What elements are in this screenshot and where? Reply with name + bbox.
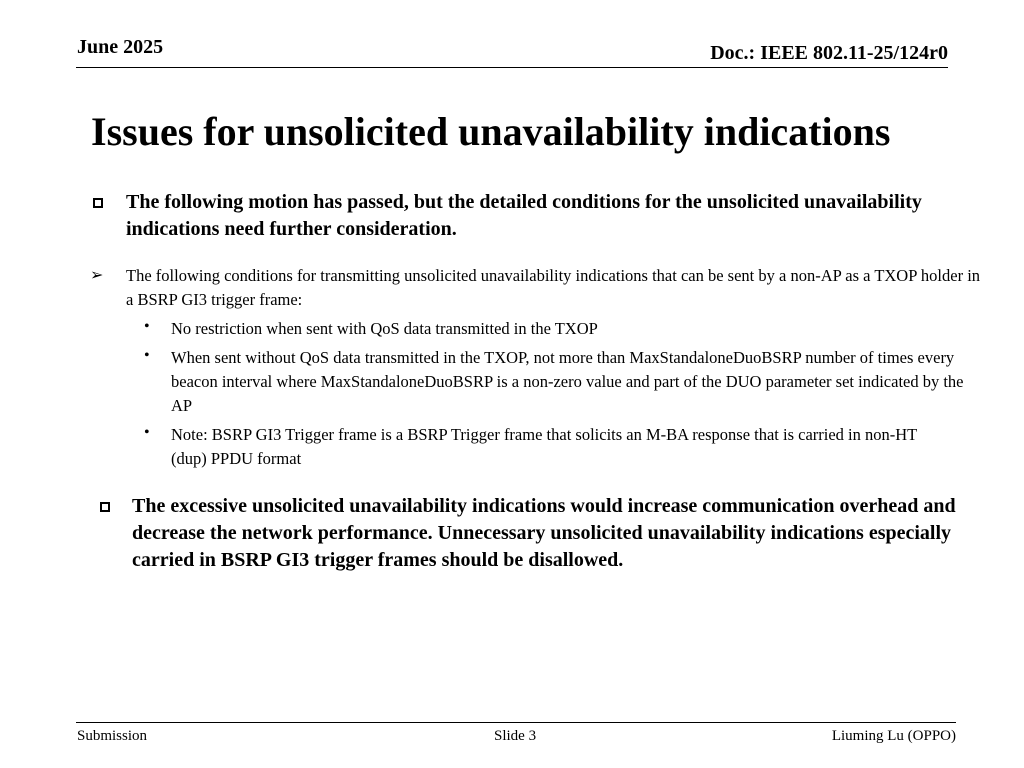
footer-slide-number: Slide 3 [494,728,537,744]
sub-bullet-3: Note: BSRP GI3 Trigger frame is a BSRP Trigger frame that solicits an M-BA response that is carried in non-HT (dup) PPDU format [171,425,917,468]
dot-bullet-icon: • [144,424,150,441]
header-doc-id: Doc.: IEEE 802.11-25/124r0 [710,42,948,64]
sub-bullet-2: When sent without QoS data transmitted in the TXOP, not more than MaxStandaloneDuoBSRP number of times every beacon interval where MaxStandaloneDuoBSRP is a non-zero value and part of the DUO parameter set indicated by the AP [171,348,964,415]
square-bullet-icon [100,502,110,512]
bullet-point-1: The following motion has passed, but the detailed conditions for the unsolicited unavailability indications need further consideration. [126,191,922,240]
footer-author: Liuming Lu (OPPO) [831,728,956,744]
slide-title: Issues for unsolicited unavailability indications [91,109,891,154]
motion-intro: The following conditions for transmitting unsolicited unavailability indications that can be sent by a non-AP as a TXOP holder in a BSRP GI3 trigger frame: [126,266,981,309]
dot-bullet-icon: • [144,318,150,335]
header-divider [76,67,948,68]
arrow-bullet-icon: ➢ [90,267,104,284]
footer-divider [76,722,956,723]
footer-submission: Submission [77,728,148,744]
square-bullet-icon [93,198,103,208]
sub-bullet-1: No restriction when sent with QoS data transmitted in the TXOP [171,319,598,338]
bullet-point-2: The excessive unsolicited unavailability indications would increase communication overhead and decrease the network performance. Unnecessary unsolicited unavailability indications especially carried in BSRP GI3 trigger frames should be disallowed. [132,495,956,571]
dot-bullet-icon: • [144,347,150,364]
header-date: June 2025 [77,36,164,58]
